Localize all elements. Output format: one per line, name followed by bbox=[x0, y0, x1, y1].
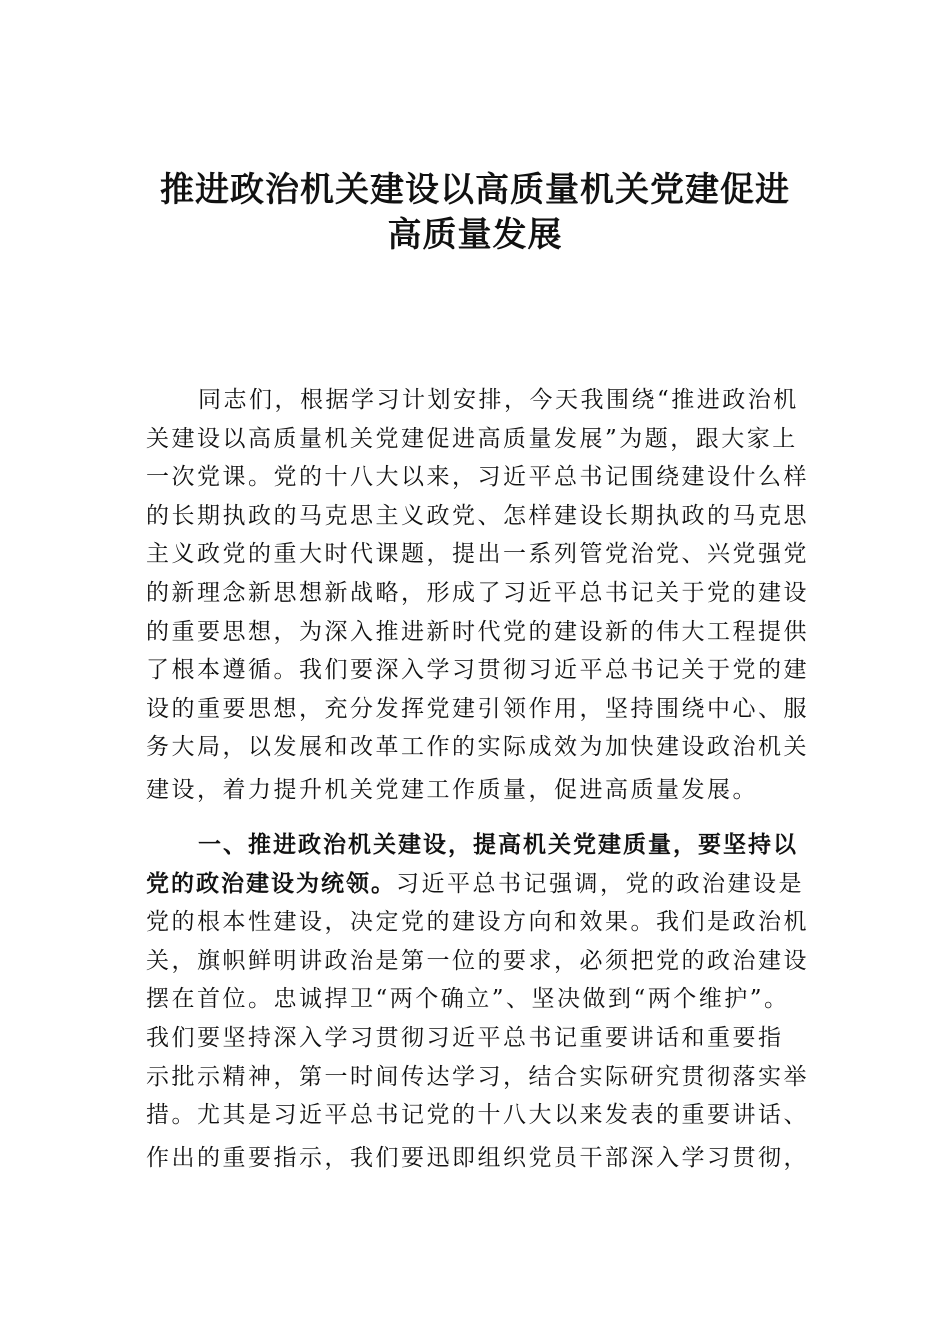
paragraph-line: 党的根本性建设，决定党的建设方向和效果。我们是政治机 bbox=[146, 909, 809, 936]
paragraph-line: 一次党课。党的十八大以来，习近平总书记围绕建设什么样 bbox=[146, 464, 809, 491]
paragraph-line bbox=[146, 865, 814, 904]
section-1-heading-continued: 党的政治建设为统领。 bbox=[146, 869, 396, 897]
paragraph-line: 设的重要思想，充分发挥党建引领作用，坚持围绕中心、服 bbox=[146, 695, 809, 722]
paragraph-line: 摆在首位。忠诚捍卫“两个确立”、坚决做到“两个维护”。 bbox=[146, 986, 790, 1013]
paragraph-line: 建设，着力提升机关党建工作质量，促进高质量发展。 bbox=[146, 776, 758, 803]
paragraph-line: 主义政党的重大时代课题，提出一系列管党治党、兴党强党 bbox=[146, 541, 809, 568]
paragraph-line: 关，旗帜鲜明讲政治是第一位的要求，必须把党的政治建设 bbox=[146, 947, 809, 974]
paragraph-line: 同志们，根据学习计划安排，今天我围绕“推进政治机 bbox=[198, 387, 799, 413]
paragraph-line: 作出的重要指示，我们要迅即组织党员干部深入学习贯彻， bbox=[146, 1144, 809, 1171]
paragraph-line: 我们要坚持深入学习贯彻习近平总书记重要讲话和重要指 bbox=[146, 1024, 784, 1051]
section-1-text: 习近平总书记强调，党的政治建设是 bbox=[396, 870, 804, 897]
document-title-line-1: 推进政治机关建设以高质量机关党建促进 bbox=[160, 170, 790, 210]
document-title-line-2: 高质量发展 bbox=[387, 215, 563, 255]
paragraph-line: 的新理念新思想新战略，形成了习近平总书记关于党的建设 bbox=[146, 579, 809, 606]
paragraph-line: 的长期执政的马克思主义政党、怎样建设长期执政的马克思 bbox=[146, 502, 809, 529]
paragraph-line: 关建设以高质量机关党建促进高质量发展”为题，跟大家上 bbox=[146, 425, 798, 452]
opening-paragraph bbox=[146, 381, 814, 810]
section-1-heading: 一、推进政治机关建设，提高机关党建质量，要坚持以 bbox=[198, 831, 798, 858]
paragraph-line: 务大局，以发展和改革工作的实际成效为加快建设政治机关 bbox=[146, 734, 809, 761]
paragraph-line: 措。尤其是习近平总书记党的十八大以来发表的重要讲话、 bbox=[146, 1102, 809, 1129]
paragraph-line: 了根本遵循。我们要深入学习贯彻习近平总书记关于党的建 bbox=[146, 657, 809, 684]
paragraph-line: 的重要思想，为深入推进新时代党的建设新的伟大工程提供 bbox=[146, 618, 809, 645]
section-1-paragraph bbox=[146, 826, 814, 1177]
paragraph-line: 示批示精神，第一时间传达学习，结合实际研究贯彻落实举 bbox=[146, 1063, 809, 1090]
